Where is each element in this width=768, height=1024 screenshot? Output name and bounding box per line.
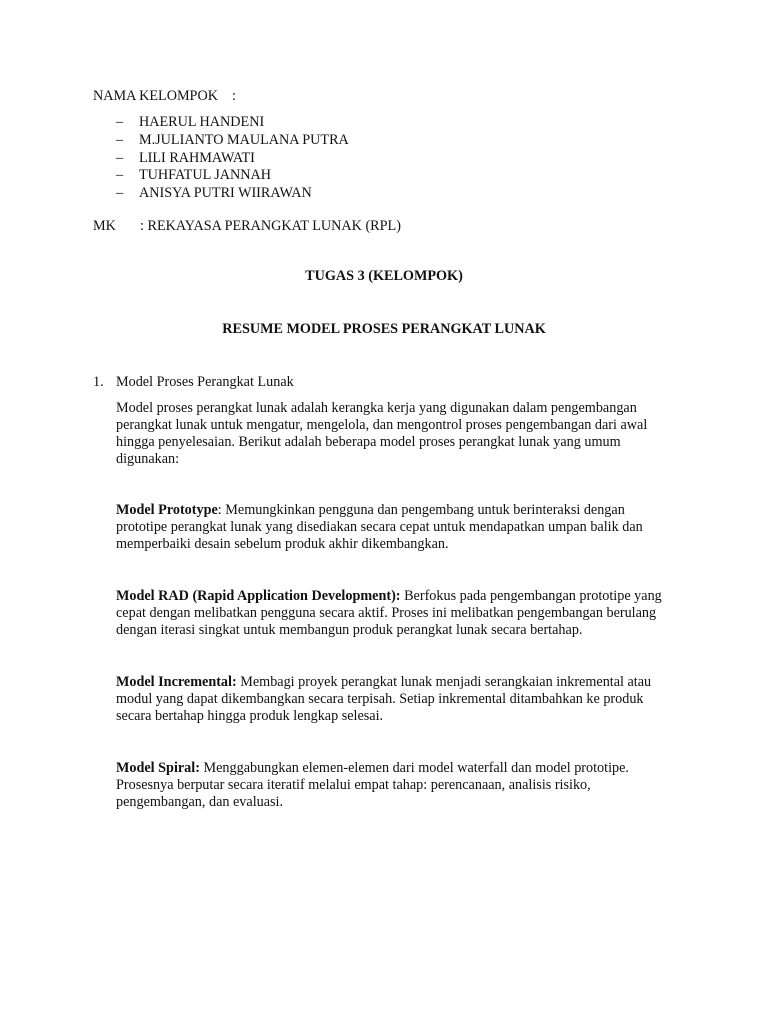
list-dash: –	[116, 114, 124, 130]
list-dash: –	[116, 167, 124, 184]
model-line: prototipe perangkat lunak yang disediakan secara cepat untuk mendapatkan umpan balik dan	[116, 519, 643, 535]
model-term: Model RAD (Rapid Application Development):	[116, 588, 401, 604]
model-rad-paragraph	[116, 588, 664, 639]
intro-line: perangkat lunak untuk mengatur, mengelola, dan mengontrol proses pengembangan dari awal	[116, 417, 648, 433]
course-label: MK	[93, 218, 116, 234]
group-label: NAMA KELOMPOK	[93, 88, 218, 104]
list-dash: –	[116, 131, 124, 148]
model-line: Prosesnya berputar secara iteratif melalui empat tahap: perencanaan, analisis risiko,	[116, 777, 591, 793]
model-line: Menggabungkan elemen-elemen dari model waterfall dan model prototipe.	[199, 760, 629, 776]
member-name: HAERUL HANDENI	[139, 114, 265, 130]
model-line: pengembangan, dan evaluasi.	[116, 794, 284, 810]
model-line: : Memungkinkan pengguna dan pengembang untuk berinteraksi dengan	[217, 502, 625, 518]
model-prototype-paragraph	[116, 502, 664, 553]
group-colon: :	[232, 88, 236, 104]
model-term: Model Prototype	[116, 502, 218, 518]
member-name: M.JULIANTO MAULANA PUTRA	[139, 131, 349, 148]
model-term: Model Spiral:	[116, 760, 200, 776]
list-dash: –	[116, 149, 124, 166]
section-number: 1.	[93, 374, 104, 390]
model-line: cepat dengan melibatkan pengguna secara aktif. Proses ini melibatkan pengembangan berulang	[116, 605, 657, 621]
course-value: : REKAYASA PERANGKAT LUNAK (RPL)	[140, 218, 401, 234]
model-line: secara bertahap hingga produk lengkap selesai.	[116, 708, 384, 724]
intro-paragraph	[116, 400, 664, 468]
model-line: dengan iterasi singkat untuk membangun produk perangkat lunak secara bertahap.	[116, 622, 583, 638]
model-spiral-paragraph	[116, 760, 664, 811]
section-heading: Model Proses Perangkat Lunak	[116, 374, 294, 390]
model-line: Membagi proyek perangkat lunak menjadi serangkaian inkremental atau	[236, 674, 652, 690]
model-line: Berfokus pada pengembangan prototipe yang	[400, 588, 662, 604]
member-name: LILI RAHMAWATI	[139, 149, 255, 166]
intro-line: hingga penyelesaian. Berikut adalah beberapa model proses perangkat lunak yang umum	[116, 434, 621, 450]
resume-title: RESUME MODEL PROSES PERANGKAT LUNAK	[222, 321, 546, 337]
model-incremental-paragraph	[116, 674, 664, 725]
member-name: ANISYA PUTRI WIIRAWAN	[139, 185, 312, 202]
model-line: modul yang dapat dikembangkan secara terpisah. Setiap inkremental ditambahkan ke produk	[116, 691, 644, 707]
assignment-title: TUGAS 3 (KELOMPOK)	[305, 268, 463, 284]
intro-line: digunakan:	[116, 451, 180, 467]
list-dash: –	[116, 185, 124, 202]
model-term: Model Incremental:	[116, 674, 237, 690]
intro-line: Model proses perangkat lunak adalah kerangka kerja yang digunakan dalam pengembangan	[116, 400, 637, 416]
member-name: TUHFATUL JANNAH	[139, 167, 272, 184]
model-line: memperbaiki desain sebelum produk akhir dikembangkan.	[116, 536, 449, 552]
